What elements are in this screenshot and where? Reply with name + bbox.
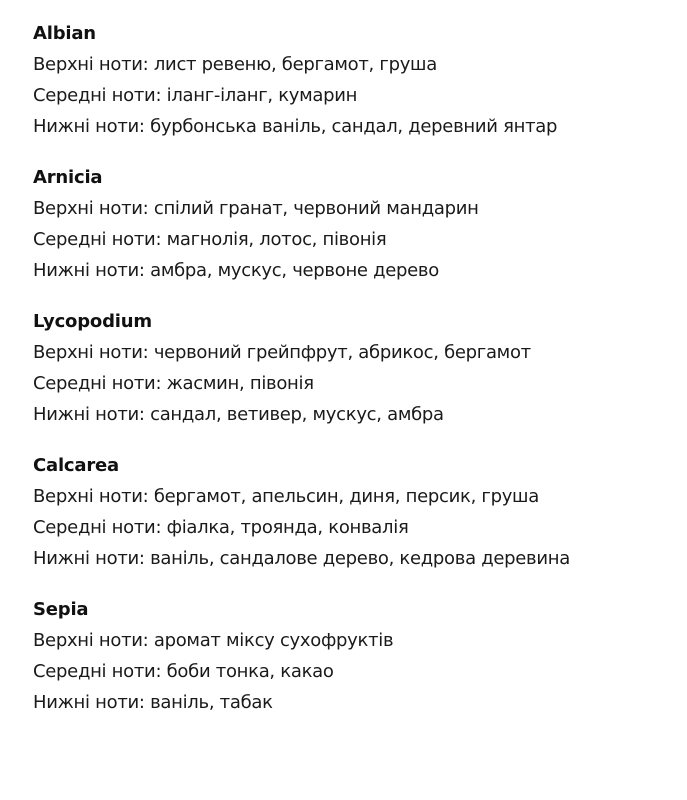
fragrance-block-arnicia [33, 168, 687, 281]
base-notes: Нижні ноти: амбра, мускус, червоне дерево [33, 260, 439, 281]
middle-notes: Середні ноти: фіалка, троянда, конвалія [33, 517, 409, 538]
middle-notes: Середні ноти: іланг-іланг, кумарин [33, 85, 358, 106]
middle-notes: Середні ноти: жасмин, півонія [33, 373, 314, 394]
fragrance-block-albian [33, 24, 687, 137]
top-notes: Верхні ноти: аромат міксу сухофруктів [33, 630, 394, 651]
top-notes: Верхні ноти: бергамот, апельсин, диня, персик, груша [33, 486, 539, 507]
middle-notes: Середні ноти: магнолія, лотос, півонія [33, 229, 387, 250]
fragrance-name: Albian [33, 23, 96, 44]
fragrance-block-sepia [33, 600, 687, 713]
base-notes: Нижні ноти: ваніль, сандалове дерево, кедрова деревина [33, 548, 570, 569]
base-notes: Нижні ноти: сандал, ветивер, мускус, амбра [33, 404, 444, 425]
fragrance-block-calcarea [33, 456, 687, 569]
fragrance-name: Lycopodium [33, 311, 152, 332]
fragrance-name: Calcarea [33, 455, 119, 476]
middle-notes: Середні ноти: боби тонка, какао [33, 661, 334, 682]
top-notes: Верхні ноти: червоний грейпфрут, абрикос, бергамот [33, 342, 531, 363]
top-notes: Верхні ноти: лист ревеню, бергамот, груша [33, 54, 437, 75]
fragrance-name: Arnicia [33, 167, 103, 188]
fragrance-name: Sepia [33, 599, 89, 620]
base-notes: Нижні ноти: бурбонська ваніль, сандал, деревний янтар [33, 116, 558, 137]
fragrance-block-lycopodium [33, 312, 687, 425]
base-notes: Нижні ноти: ваніль, табак [33, 692, 273, 713]
top-notes: Верхні ноти: спілий гранат, червоний мандарин [33, 198, 479, 219]
